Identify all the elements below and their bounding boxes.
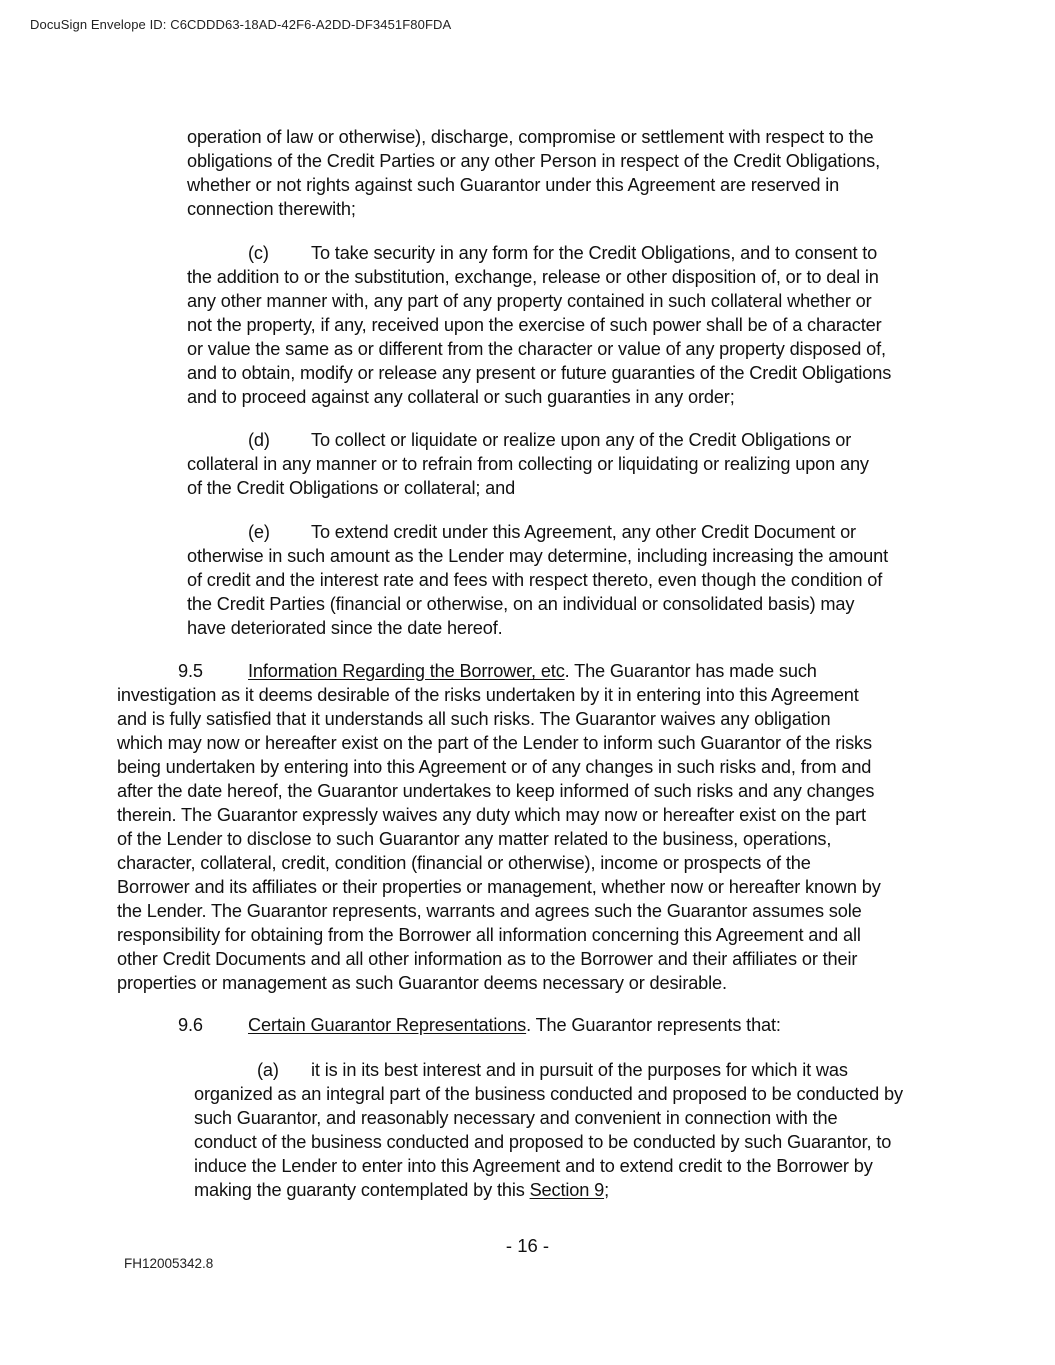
clause-last-text: making the guaranty contemplated by this bbox=[194, 1180, 530, 1200]
section-heading: Information Regarding the Borrower, etc bbox=[248, 661, 565, 681]
clause-marker: (d) bbox=[248, 430, 270, 450]
section-9-link: Section 9 bbox=[529, 1180, 605, 1200]
clause-first-line bbox=[187, 241, 891, 265]
text-line: investigation as it deems desirable of the risks undertaken by it in entering into this Agreement bbox=[117, 685, 859, 705]
clause-first-text: To take security in any form for the Credit Obligations, and to consent to bbox=[311, 243, 878, 263]
section-heading-rest: . The Guarantor represents that: bbox=[526, 1015, 781, 1035]
text-line: of the Credit Obligations or collateral; and bbox=[187, 478, 516, 498]
continuation-paragraph bbox=[187, 125, 880, 221]
docusign-envelope-id: DocuSign Envelope ID: C6CDDD63-18AD-42F6-A2DD-DF3451F80FDA bbox=[30, 17, 452, 32]
text-line: the Credit Parties (financial or otherwise, on an individual or consolidated basis) may bbox=[187, 594, 855, 614]
section-9-5 bbox=[117, 659, 881, 995]
text-line: Borrower and its affiliates or their properties or management, whether now or hereafter known by bbox=[117, 877, 881, 897]
section-heading-line bbox=[117, 659, 881, 683]
text-line: such Guarantor, and reasonably necessary and convenient in connection with the bbox=[194, 1108, 838, 1128]
section-heading-rest: . The Guarantor has made such bbox=[564, 661, 817, 681]
text-line: of credit and the interest rate and fees with respect thereto, even though the condition of bbox=[187, 570, 883, 590]
text-line: whether or not rights against such Guarantor under this Agreement are reserved in bbox=[187, 175, 840, 195]
clause-first-line bbox=[194, 1058, 903, 1082]
section-number: 9.6 bbox=[178, 1015, 203, 1035]
clause-first-text: To extend credit under this Agreement, any other Credit Document or bbox=[311, 522, 856, 542]
text-line: collateral in any manner or to refrain from collecting or liquidating or realizing upon any bbox=[187, 454, 869, 474]
text-line: of the Lender to disclose to such Guarantor any matter related to the business, operations, bbox=[117, 829, 832, 849]
clause-marker: (e) bbox=[248, 522, 270, 542]
text-line: connection therewith; bbox=[187, 199, 356, 219]
text-line: induce the Lender to enter into this Agreement and to extend credit to the Borrower by bbox=[194, 1156, 873, 1176]
clause-first-text: it is in its best interest and in pursuit of the purposes for which it was bbox=[311, 1060, 848, 1080]
clause-a bbox=[194, 1058, 903, 1202]
text-line: character, collateral, credit, condition (financial or otherwise), income or prospects of the bbox=[117, 853, 811, 873]
text-line: other Credit Documents and all other information as to the Borrower and their affiliates or their bbox=[117, 949, 858, 969]
text-line: conduct of the business conducted and proposed to be conducted by such Guarantor, to bbox=[194, 1132, 892, 1152]
page-number: - 16 - bbox=[505, 1235, 550, 1256]
clause-marker: (a) bbox=[257, 1060, 279, 1080]
text-line: obligations of the Credit Parties or any other Person in respect of the Credit Obligations, bbox=[187, 151, 881, 171]
text-line: after the date hereof, the Guarantor undertakes to keep informed of such risks and any changes bbox=[117, 781, 875, 801]
clause-last-line bbox=[194, 1178, 903, 1202]
clause-first-text: To collect or liquidate or realize upon any of the Credit Obligations or bbox=[311, 430, 852, 450]
document-id: FH12005342.8 bbox=[124, 1256, 214, 1271]
section-number: 9.5 bbox=[178, 661, 203, 681]
text-line: responsibility for obtaining from the Borrower all information concerning this Agreement and all bbox=[117, 925, 861, 945]
text-line: not the property, if any, received upon the exercise of such power shall be of a character bbox=[187, 315, 882, 335]
section-first-line-text bbox=[248, 659, 817, 683]
clause-last-suffix: ; bbox=[604, 1180, 609, 1200]
clause-marker: (c) bbox=[248, 243, 269, 263]
text-line: and is fully satisfied that it understands all such risks. The Guarantor waives any obligation bbox=[117, 709, 831, 729]
clause-first-line bbox=[187, 428, 869, 452]
clause-first-line bbox=[187, 520, 888, 544]
section-9-6 bbox=[117, 1013, 781, 1037]
text-line: therein. The Guarantor expressly waives any duty which may now or hereafter exist on the part bbox=[117, 805, 866, 825]
text-line: operation of law or otherwise), discharge, compromise or settlement with respect to the bbox=[187, 127, 874, 147]
text-line: otherwise in such amount as the Lender may determine, including increasing the amount bbox=[187, 546, 889, 566]
section-heading-line bbox=[117, 1013, 781, 1037]
clause-d bbox=[187, 428, 869, 500]
text-line: and to obtain, modify or release any present or future guaranties of the Credit Obligations bbox=[187, 363, 892, 383]
text-line: properties or management as such Guarantor deems necessary or desirable. bbox=[117, 973, 727, 993]
text-line: and to proceed against any collateral or such guaranties in any order; bbox=[187, 387, 735, 407]
text-line: which may now or hereafter exist on the part of the Lender to inform such Guarantor of the risks bbox=[117, 733, 872, 753]
text-line: organized as an integral part of the business conducted and proposed to be conducted by bbox=[194, 1084, 903, 1104]
text-line: any other manner with, any part of any property contained in such collateral whether or bbox=[187, 291, 872, 311]
section-first-line-text bbox=[248, 1013, 781, 1037]
text-line: the addition to or the substitution, exchange, release or other disposition of, or to deal in bbox=[187, 267, 879, 287]
text-line: or value the same as or different from the character or value of any property disposed of, bbox=[187, 339, 886, 359]
text-line: the Lender. The Guarantor represents, warrants and agrees such the Guarantor assumes sole bbox=[117, 901, 862, 921]
clause-c bbox=[187, 241, 891, 409]
clause-e bbox=[187, 520, 888, 640]
text-line: being undertaken by entering into this Agreement or of any changes in such risks and, from and bbox=[117, 757, 872, 777]
text-line: have deteriorated since the date hereof. bbox=[187, 618, 503, 638]
section-heading: Certain Guarantor Representations bbox=[248, 1015, 527, 1035]
